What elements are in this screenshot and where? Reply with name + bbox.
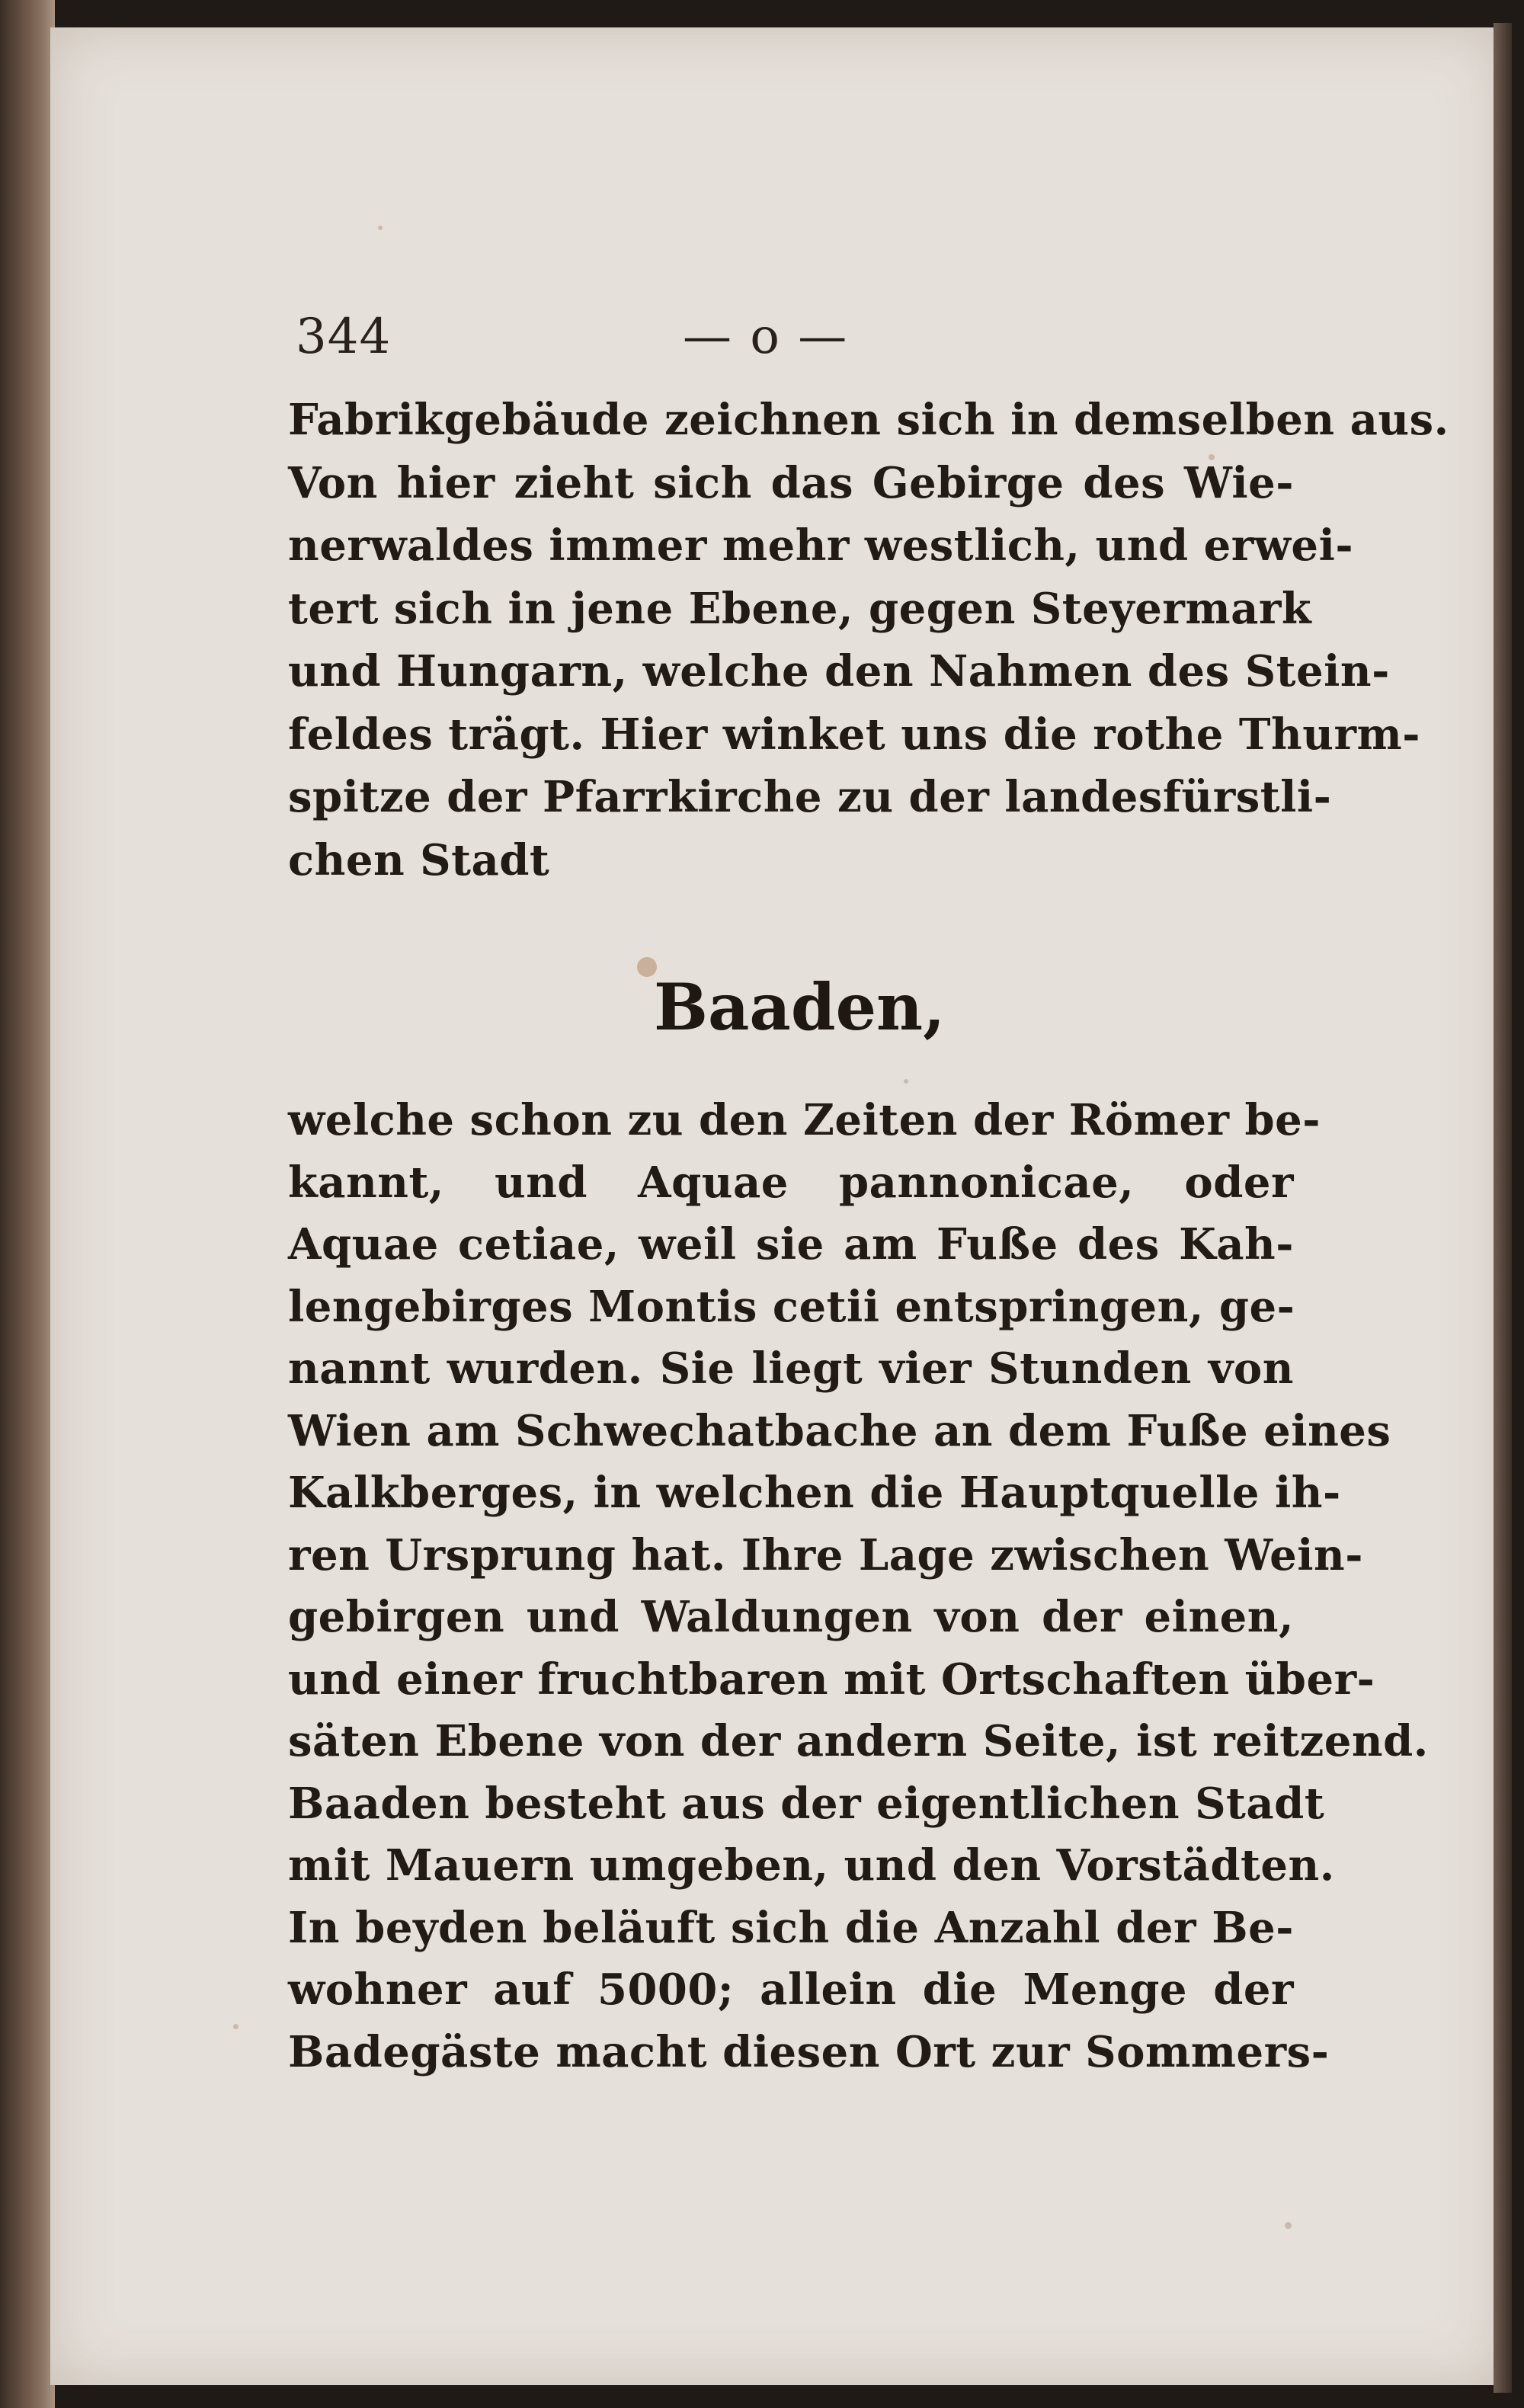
text-line: Fabrikgebäude zeichnen sich in demselben aus.: [288, 395, 1449, 445]
text-line: säten Ebene von der andern Seite, ist reitzend.: [288, 1716, 1429, 1766]
header-ornament: — o —: [683, 309, 849, 365]
text-line: wohner auf 5000; allein die Menge der: [288, 1965, 1294, 2015]
text-line: Wien am Schwechatbache an dem Fuße eines: [288, 1405, 1391, 1456]
paper-speck: [378, 226, 383, 230]
text-line: ren Ursprung hat. Ihre Lage zwischen Wein-: [288, 1529, 1363, 1580]
page-number: 344: [296, 309, 392, 365]
text-line: gebirgen und Waldungen von der einen,: [288, 1592, 1294, 1642]
text-line: In beyden beläuft sich die Anzahl der Be-: [288, 1902, 1294, 1953]
text-line: und einer fruchtbaren mit Ortschaften über-: [288, 1654, 1375, 1705]
text-line: und Hungarn, welche den Nahmen des Stein-: [288, 646, 1390, 696]
paper-speck: [233, 2024, 239, 2029]
text-line: feldes trägt. Hier winket uns die rothe Thurm-: [288, 709, 1420, 760]
text-line: Von hier zieht sich das Gebirge des Wie-: [288, 457, 1294, 508]
text-line: Aquae cetiae, weil sie am Fuße des Kah-: [288, 1219, 1294, 1270]
paragraph-1: [288, 389, 1449, 892]
section-heading: Baaden,: [654, 969, 946, 1045]
book-spine-edge: [0, 0, 55, 2408]
text-line: Badegäste macht diesen Ort zur Sommers-: [288, 2026, 1330, 2077]
paragraph-2: [288, 1090, 1429, 2083]
text-line: kannt, und Aquae pannonicae, oder: [288, 1157, 1294, 1208]
text-line: lengebirges Montis cetii entspringen, ge-: [288, 1281, 1295, 1332]
text-line: chen Stadt: [288, 834, 550, 885]
running-header: [296, 309, 1294, 370]
text-line: nerwaldes immer mehr westlich, und erwei-: [288, 520, 1354, 571]
text-line: mit Mauern umgeben, und den Vorstädten.: [288, 1840, 1335, 1891]
text-line: tert sich in jene Ebene, gegen Steyermark: [288, 583, 1312, 634]
text-line: nannt wurden. Sie liegt vier Stunden von: [288, 1343, 1294, 1394]
text-line: Kalkberges, in welchen die Hauptquelle ih-: [288, 1468, 1341, 1518]
paper-speck: [904, 1079, 908, 1084]
text-line: Baaden besteht aus der eigentlichen Stadt: [288, 1778, 1325, 1829]
page-right-edge: [1494, 23, 1512, 2393]
paper-speck: [1285, 2222, 1292, 2229]
text-line: welche schon zu den Zeiten der Römer be-: [288, 1095, 1321, 1145]
text-line: spitze der Pfarrkirche zu der landesfürstli-: [288, 772, 1332, 822]
